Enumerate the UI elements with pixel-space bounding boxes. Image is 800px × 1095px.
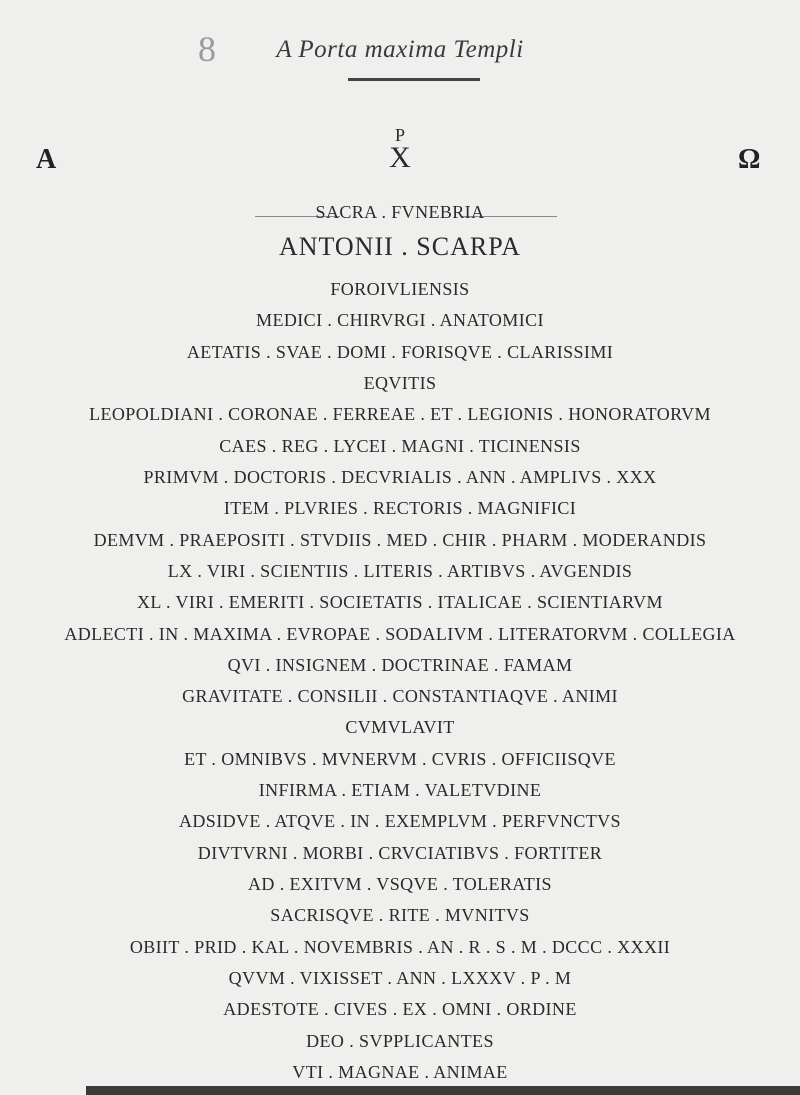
alpha-glyph: A bbox=[36, 144, 57, 175]
inscription-line: SACRISQVE . RITE . MVNITVS bbox=[270, 905, 530, 925]
inscription-line: MEDICI . CHIRVRGI . ANATOMICI bbox=[256, 310, 544, 330]
inscription-line: DEMVM . PRAEPOSITI . STVDIIS . MED . CHIR . PHARM . MODERANDIS bbox=[93, 530, 707, 550]
header-rule bbox=[348, 78, 480, 81]
inscription-line: CAES . REG . LYCEI . MAGNI . TICINENSIS bbox=[219, 436, 581, 456]
chi-rho-emblem bbox=[0, 126, 800, 172]
inscription-line: PRIMVM . DOCTORIS . DECVRIALIS . ANN . AMPLIVS . XXX bbox=[143, 467, 657, 487]
inscription-line: XL . VIRI . EMERITI . SOCIETATIS . ITALICAE . SCIENTIARVM bbox=[137, 592, 663, 612]
inscription-line: INFIRMA . ETIAM . VALETVDINE bbox=[258, 780, 542, 800]
inscription-line: ITEM . PLVRIES . RECTORIS . MAGNIFICI bbox=[223, 498, 577, 518]
chi-glyph: X bbox=[389, 141, 411, 174]
inscription-line: ADLECTI . IN . MAXIMA . EVROPAE . SODALIVM . LITERATORVM . COLLEGIA bbox=[64, 624, 736, 644]
inscription-line: LX . VIRI . SCIENTIIS . LITERIS . ARTIBVS . AVGENDIS bbox=[167, 561, 633, 581]
inscription-line: DEO . SVPPLICANTES bbox=[306, 1031, 494, 1051]
inscription-line: DIVTVRNI . MORBI . CRVCIATIBVS . FORTITER bbox=[197, 843, 603, 863]
inscription-line: AD . EXITVM . VSQVE . TOLERATIS bbox=[248, 874, 552, 894]
inscription-line: OBIIT . PRID . KAL . NOVEMBRIS . AN . R . S . M . DCCC . XXXII bbox=[129, 937, 671, 957]
omega-glyph: Ω bbox=[738, 144, 761, 175]
bottom-edge-strip bbox=[86, 1086, 800, 1095]
inscription-line: LEOPOLDIANI . CORONAE . FERREAE . ET . LEGIONIS . HONORATORVM bbox=[89, 404, 711, 424]
inscription-line: ADESTOTE . CIVES . EX . OMNI . ORDINE bbox=[223, 999, 577, 1019]
page-number: 8 bbox=[198, 29, 216, 69]
inscription-line: EQVITIS bbox=[363, 373, 437, 393]
inscription-line: FOROIVLIENSIS bbox=[330, 279, 470, 299]
inscription-line: AETATIS . SVAE . DOMI . FORISQVE . CLARISSIMI bbox=[186, 342, 614, 362]
inscription-line: GRAVITATE . CONSILII . CONSTANTIAQVE . ANIMI bbox=[182, 686, 618, 706]
rho-glyph: P bbox=[394, 125, 405, 145]
inscription-name-line: ANTONII . SCARPA bbox=[278, 232, 522, 261]
running-title: A Porta maxima Templi bbox=[276, 36, 524, 63]
inscription-line: QVI . INSIGNEM . DOCTRINAE . FAMAM bbox=[227, 655, 573, 675]
inscription-line: VTI . MAGNAE . ANIMAE bbox=[292, 1062, 508, 1082]
inscription-line: ET . OMNIBVS . MVNERVM . CVRIS . OFFICIISQVE bbox=[184, 749, 616, 769]
inscription-line: CVMVLAVIT bbox=[345, 717, 455, 737]
inscription-line: QVVM . VIXISSET . ANN . LXXXV . P . M bbox=[228, 968, 572, 988]
inscription-line: SACRA . FVNEBRIA bbox=[315, 202, 485, 222]
inscription-line: ADSIDVE . ATQVE . IN . EXEMPLVM . PERFVNCTVS bbox=[179, 811, 621, 831]
